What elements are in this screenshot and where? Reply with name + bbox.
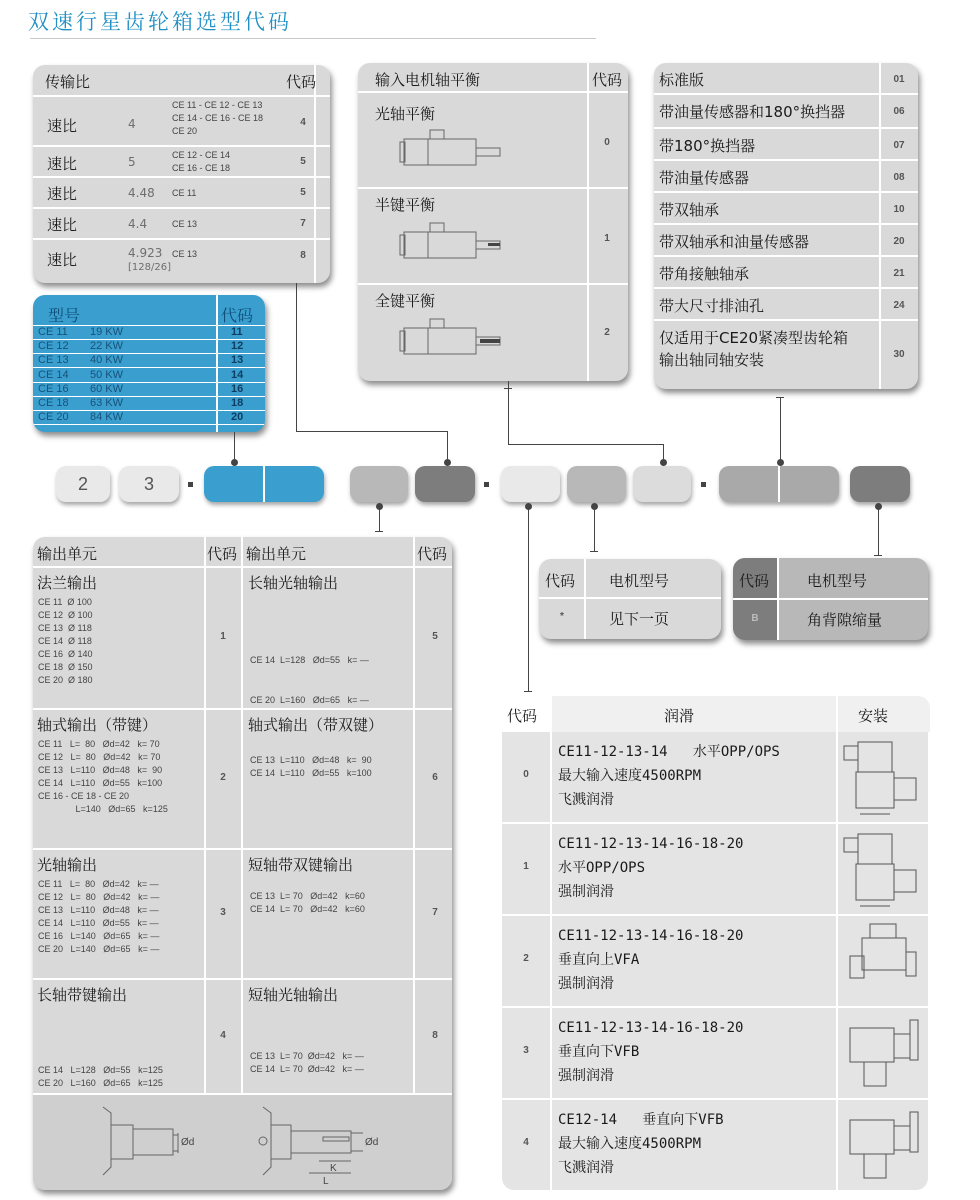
ratio-value: 4.4 bbox=[128, 217, 148, 231]
model-power: 84 KW bbox=[90, 411, 124, 424]
ratio-row bbox=[33, 178, 330, 209]
output-left-code: 1 bbox=[220, 631, 226, 642]
balance-label: 半键平衡 bbox=[375, 196, 436, 214]
connector bbox=[780, 397, 781, 464]
output-drawings bbox=[33, 1095, 452, 1190]
lube-header: 润滑 bbox=[664, 707, 695, 725]
motor-left-type-header: 电机型号 bbox=[609, 572, 670, 590]
ratio-code: 5 bbox=[300, 156, 306, 167]
version-code: 20 bbox=[893, 236, 905, 247]
lube-code: 1 bbox=[523, 861, 529, 872]
output-right-code: 5 bbox=[432, 631, 438, 642]
output-right-code: 6 bbox=[432, 772, 438, 783]
spec-line: CE 20 L=160 Ød=65 k= — bbox=[250, 695, 369, 705]
spec-line: CE 16 L=140 Ød=65 k= — bbox=[38, 931, 160, 941]
connector-pin bbox=[777, 459, 784, 466]
code-box-lube bbox=[501, 466, 560, 502]
ratio-row bbox=[33, 209, 330, 240]
balance-header-row bbox=[358, 63, 628, 93]
lube-row bbox=[502, 1008, 928, 1100]
spec-line: CE 14 L=110 Ød=55 k=100 bbox=[250, 768, 372, 778]
output-right-title: 轴式输出（带双键） bbox=[248, 716, 384, 734]
ratio-label: 速比 bbox=[47, 155, 78, 173]
version-label: 带大尺寸排油孔 bbox=[659, 297, 765, 315]
lube-line: CE11-12-13-14-16-18-20 bbox=[558, 836, 744, 852]
code-box-model bbox=[204, 466, 324, 502]
output-right-code: 7 bbox=[432, 907, 438, 918]
lube-row bbox=[502, 824, 928, 916]
lube-code: 3 bbox=[523, 1045, 529, 1056]
motor-left-header-row bbox=[539, 559, 721, 599]
lube-line: CE11-12-13-14 水平OPP/OPS bbox=[558, 744, 780, 760]
output-header-row bbox=[33, 537, 452, 568]
ratio-label: 速比 bbox=[47, 216, 78, 234]
version-code: 01 bbox=[893, 74, 905, 85]
output-left-title: 轴式输出（带键） bbox=[37, 716, 158, 734]
version-row bbox=[654, 95, 918, 129]
output-left-code: 3 bbox=[220, 907, 226, 918]
ratio-table bbox=[33, 65, 330, 283]
title-divider bbox=[30, 38, 596, 39]
ratio-table-header bbox=[33, 65, 330, 97]
ratio-label: 速比 bbox=[47, 251, 78, 269]
lube-row bbox=[502, 916, 928, 1008]
model-row bbox=[33, 411, 265, 425]
version-table bbox=[654, 63, 918, 389]
version-row bbox=[654, 63, 918, 95]
model-power: 19 KW bbox=[90, 326, 124, 338]
output-right-code: 8 bbox=[432, 1030, 438, 1041]
connector bbox=[508, 444, 664, 445]
spec-line: CE 14 L=128 Ød=55 k=125 bbox=[38, 1065, 163, 1075]
output-left-specs bbox=[38, 596, 93, 687]
ratio-row bbox=[33, 97, 330, 147]
version-row bbox=[654, 257, 918, 289]
connector bbox=[379, 506, 380, 532]
mount-diagram-icon bbox=[840, 830, 924, 910]
balance-code: 2 bbox=[604, 327, 610, 338]
version-label: 带双轴承和油量传感器 bbox=[659, 233, 810, 251]
spec-line: CE 13 L=110 Ød=48 k= 90 bbox=[250, 755, 372, 765]
model-name: CE 12 bbox=[38, 340, 69, 353]
version-label: 标准版 bbox=[659, 71, 705, 89]
model-table bbox=[33, 295, 265, 432]
model-name: CE 20 bbox=[38, 411, 69, 424]
output-right-specs bbox=[250, 890, 365, 916]
mount-diagram-icon bbox=[840, 922, 924, 1002]
version-code: 21 bbox=[893, 268, 905, 279]
spec-line: CE 20 Ø 180 bbox=[38, 675, 93, 685]
output-left-title: 长轴带键输出 bbox=[37, 986, 128, 1004]
version-code: 06 bbox=[893, 106, 905, 117]
version-code: 30 bbox=[893, 349, 905, 360]
ratio-models: CE 11 bbox=[172, 188, 197, 198]
model-power: 50 KW bbox=[90, 368, 124, 381]
ratio-label: 速比 bbox=[47, 185, 78, 203]
mount-diagram-icon bbox=[840, 738, 924, 818]
version-label: 带180°换挡器 bbox=[659, 137, 756, 155]
lube-line: 飞溅润滑 bbox=[558, 1160, 614, 1176]
lube-row bbox=[502, 1100, 928, 1190]
ratio-value: 4.923 bbox=[128, 246, 163, 260]
model-power: 63 KW bbox=[90, 397, 124, 409]
connector bbox=[594, 506, 595, 552]
output-left-code: 2 bbox=[220, 772, 226, 783]
balance-label: 光轴平衡 bbox=[375, 105, 436, 123]
model-code: 16 bbox=[231, 382, 244, 395]
motor-shaft-plain-drawing bbox=[398, 128, 508, 178]
ratio-code: 4 bbox=[300, 117, 306, 128]
lube-body bbox=[502, 732, 928, 1190]
version-row bbox=[654, 289, 918, 321]
code-box-ratio bbox=[350, 466, 408, 502]
version-row bbox=[654, 161, 918, 193]
connector bbox=[296, 431, 448, 432]
code-box-backlash bbox=[850, 466, 910, 502]
connector-tick bbox=[524, 691, 532, 692]
model-code: 20 bbox=[231, 411, 244, 424]
lube-code: 0 bbox=[523, 769, 529, 780]
connector-tick bbox=[504, 388, 512, 389]
page-title: 双速行星齿轮箱选型代码 bbox=[28, 10, 292, 34]
ratio-code-header: 代码 bbox=[286, 73, 317, 91]
od-label: Ød bbox=[365, 1137, 379, 1148]
output-left-specs bbox=[38, 1064, 163, 1090]
connector-pin bbox=[231, 459, 238, 466]
mount-diagram-icon bbox=[840, 1014, 924, 1094]
balance-row bbox=[358, 285, 628, 381]
version-label: 仅适用于CE20紧凑型齿轮箱 输出轴同轴安装 bbox=[659, 329, 849, 369]
output-code-left: 代码 bbox=[207, 545, 238, 563]
model-name: CE 14 bbox=[38, 368, 69, 381]
model-name: CE 18 bbox=[38, 397, 69, 409]
ratio-code: 7 bbox=[300, 218, 306, 229]
output-right-title: 长轴光轴输出 bbox=[248, 574, 339, 592]
spec-line: CE 14 L=110 Ød=55 k=100 bbox=[38, 778, 163, 788]
model-code: 13 bbox=[231, 354, 244, 367]
model-code-header: 代码 bbox=[221, 306, 254, 325]
version-label: 带油量传感器 bbox=[659, 169, 750, 187]
balance-header: 输入电机轴平衡 bbox=[375, 71, 481, 89]
lube-text bbox=[558, 740, 780, 812]
ratio-code: 5 bbox=[300, 187, 306, 198]
model-row bbox=[33, 354, 265, 368]
ratio-models: CE 12 - CE 14 CE 16 - CE 18 bbox=[172, 150, 231, 173]
version-row bbox=[654, 225, 918, 257]
ratio-models: CE 13 bbox=[172, 249, 198, 259]
connector bbox=[528, 506, 529, 692]
version-code: 24 bbox=[893, 300, 905, 311]
lube-text bbox=[558, 1016, 743, 1088]
spec-line: CE 20 L=140 Ød=65 k= — bbox=[38, 944, 160, 954]
spec-line: CE 13 L= 70 Ød=42 k=60 bbox=[250, 891, 365, 901]
l-label: L bbox=[323, 1176, 329, 1187]
code-box-motor bbox=[567, 466, 626, 502]
version-label: 带双轴承 bbox=[659, 201, 720, 219]
motor-left-code-header: 代码 bbox=[545, 572, 576, 590]
motor-right-type-header: 电机型号 bbox=[807, 572, 868, 590]
output-header-right: 输出单元 bbox=[246, 545, 307, 563]
spec-line: L=140 Ød=65 k=125 bbox=[38, 804, 168, 814]
ratio-value: 4.48 bbox=[128, 186, 155, 200]
spec-line: CE 13 L=110 Ød=48 k= 90 bbox=[38, 765, 163, 775]
output-code-right: 代码 bbox=[417, 545, 448, 563]
spec-line: CE 14 L= 70 Ød=42 k=60 bbox=[250, 904, 365, 914]
spec-line: CE 18 Ø 150 bbox=[38, 662, 93, 672]
connector-pin bbox=[660, 459, 667, 466]
spec-line: CE 13 Ø 118 bbox=[38, 623, 92, 633]
spec-line: CE 11 L= 80 Ød=42 k= — bbox=[38, 879, 159, 889]
model-row bbox=[33, 340, 265, 354]
output-section bbox=[33, 568, 452, 710]
output-left-title: 光轴输出 bbox=[37, 856, 98, 874]
lube-line: 水平OPP/OPS bbox=[558, 860, 646, 876]
spec-line: CE 14 L=128 Ød=55 k= — bbox=[250, 655, 369, 665]
spec-line: CE 13 L=110 Ød=48 k= — bbox=[38, 905, 159, 915]
version-code: 07 bbox=[893, 140, 905, 151]
k-label: K bbox=[330, 1163, 337, 1174]
motor-right-code-header: 代码 bbox=[739, 572, 770, 590]
lube-table bbox=[502, 696, 928, 1190]
version-label: 带油量传感器和180°换挡器 bbox=[659, 103, 846, 121]
output-section bbox=[33, 710, 452, 850]
motor-left-code: * bbox=[560, 611, 564, 622]
output-left-title: 法兰输出 bbox=[37, 574, 98, 592]
output-right-specs bbox=[250, 754, 372, 780]
model-name: CE 16 bbox=[38, 382, 69, 395]
lube-text bbox=[558, 1108, 724, 1180]
output-shaft-drawing bbox=[33, 1095, 452, 1190]
lube-line: CE11-12-13-14-16-18-20 bbox=[558, 928, 744, 944]
connector-tick bbox=[874, 555, 882, 556]
lube-line: 垂直向上VFA bbox=[558, 952, 640, 968]
model-power: 60 KW bbox=[90, 382, 124, 395]
model-code: 18 bbox=[231, 397, 244, 409]
model-name: CE 13 bbox=[38, 354, 69, 367]
ratio-value: 4 bbox=[128, 117, 136, 131]
lube-text bbox=[558, 924, 743, 996]
model-code: 11 bbox=[231, 326, 243, 338]
balance-table bbox=[358, 63, 628, 381]
output-right-specs bbox=[250, 654, 369, 667]
model-row bbox=[33, 397, 265, 411]
balance-code: 1 bbox=[604, 233, 610, 244]
output-left-code: 4 bbox=[220, 1030, 226, 1041]
motor-table-left bbox=[539, 559, 721, 639]
version-code: 08 bbox=[893, 172, 905, 183]
version-row bbox=[654, 321, 918, 389]
output-table bbox=[33, 537, 452, 1190]
output-left-specs bbox=[38, 738, 168, 816]
mount-header: 安装 bbox=[858, 707, 889, 725]
balance-label: 全键平衡 bbox=[375, 292, 436, 310]
ratio-models: CE 11 - CE 12 - CE 13 CE 14 - CE 16 - CE 18 CE 20 bbox=[172, 100, 264, 136]
output-right-title: 短轴光轴输出 bbox=[248, 986, 339, 1004]
output-right-title: 短轴带双键输出 bbox=[248, 856, 354, 874]
output-left-specs bbox=[38, 878, 159, 956]
spec-line: CE 13 L= 70 Ød=42 k= — bbox=[250, 1051, 364, 1061]
spec-line: CE 14 Ø 118 bbox=[38, 636, 92, 646]
lube-code: 2 bbox=[523, 953, 529, 964]
connector-tick bbox=[776, 397, 784, 398]
model-power: 22 KW bbox=[90, 340, 124, 353]
spec-line: CE 12 L= 80 Ød=42 k= 70 bbox=[38, 752, 161, 762]
lube-line: 强制润滑 bbox=[558, 884, 614, 900]
od-label: Ød bbox=[181, 1137, 195, 1148]
motor-left-type: 见下一页 bbox=[609, 610, 670, 628]
code-separator bbox=[484, 482, 489, 487]
model-row bbox=[33, 326, 265, 340]
code-separator bbox=[701, 482, 706, 487]
ratio-label: 速比 bbox=[47, 117, 78, 135]
version-row bbox=[654, 193, 918, 225]
connector bbox=[878, 506, 879, 556]
ratio-value: 5 bbox=[128, 155, 136, 169]
spec-line: CE 16 Ø 140 bbox=[38, 649, 93, 659]
motor-right-code: B bbox=[751, 613, 759, 624]
connector-tick bbox=[590, 551, 598, 552]
model-name: CE 11 bbox=[38, 326, 68, 338]
lube-line: 强制润滑 bbox=[558, 976, 614, 992]
ratio-note: [128/26] bbox=[128, 262, 171, 273]
motor-table-right bbox=[733, 558, 928, 640]
output-right-specs-bottom bbox=[250, 694, 369, 707]
model-header: 型号 bbox=[48, 306, 81, 325]
lube-code-header: 代码 bbox=[507, 707, 538, 725]
lube-text bbox=[558, 832, 743, 904]
motor-shaft-halfkey-drawing bbox=[398, 221, 508, 271]
balance-code-header: 代码 bbox=[592, 71, 623, 89]
lube-code: 4 bbox=[523, 1137, 529, 1148]
motor-left-row bbox=[539, 599, 721, 639]
spec-line: CE 12 L= 80 Ød=42 k= — bbox=[38, 892, 160, 902]
code-separator bbox=[188, 482, 193, 487]
output-header-left: 输出单元 bbox=[37, 545, 98, 563]
lube-line: 最大输入速度4500RPM bbox=[558, 768, 702, 784]
motor-shaft-fullkey-drawing bbox=[398, 317, 508, 367]
spec-line: CE 14 L= 70 Ød=42 k= — bbox=[250, 1064, 364, 1074]
spec-line: CE 12 Ø 100 bbox=[38, 610, 93, 620]
version-label: 带角接触轴承 bbox=[659, 265, 750, 283]
model-power: 40 KW bbox=[90, 354, 124, 367]
balance-code: 0 bbox=[604, 137, 610, 148]
connector-pin bbox=[444, 459, 451, 466]
model-code: 12 bbox=[231, 340, 244, 353]
model-row bbox=[33, 383, 265, 397]
output-section bbox=[33, 980, 452, 1095]
connector bbox=[296, 283, 297, 431]
code-box-1: 2 bbox=[56, 466, 110, 502]
connector-tick bbox=[375, 531, 383, 532]
lube-line: 垂直向下VFB bbox=[558, 1044, 640, 1060]
model-row bbox=[33, 369, 265, 383]
ratio-models: CE 13 bbox=[172, 219, 198, 229]
connector bbox=[508, 381, 509, 444]
balance-row bbox=[358, 189, 628, 285]
lube-line: 飞溅润滑 bbox=[558, 792, 614, 808]
spec-line: CE 14 L=110 Ød=55 k= — bbox=[38, 918, 159, 928]
ratio-row bbox=[33, 240, 330, 283]
code-box-2: 3 bbox=[119, 466, 179, 502]
spec-line: CE 11 Ø 100 bbox=[38, 597, 92, 607]
lube-line: 强制润滑 bbox=[558, 1068, 614, 1084]
lube-line: CE11-12-13-14-16-18-20 bbox=[558, 1020, 744, 1036]
ratio-header: 传输比 bbox=[45, 73, 91, 91]
mount-diagram-icon bbox=[840, 1106, 924, 1186]
spec-line: CE 20 L=160 Ød=65 k=125 bbox=[38, 1078, 163, 1088]
balance-row bbox=[358, 93, 628, 189]
output-right-specs bbox=[250, 1050, 364, 1076]
motor-right-type: 角背隙缩量 bbox=[807, 611, 883, 629]
spec-line: CE 11 L= 80 Ød=42 k= 70 bbox=[38, 739, 160, 749]
lube-row bbox=[502, 732, 928, 824]
code-box-output bbox=[415, 466, 475, 502]
version-code: 10 bbox=[893, 204, 905, 215]
code-box-version bbox=[719, 466, 839, 502]
model-code: 14 bbox=[231, 368, 244, 381]
lube-line: CE12-14 垂直向下VFB bbox=[558, 1112, 724, 1128]
code-box-balance bbox=[633, 466, 691, 502]
output-section bbox=[33, 850, 452, 980]
ratio-row bbox=[33, 147, 330, 178]
version-row bbox=[654, 129, 918, 161]
spec-line: CE 16 - CE 18 - CE 20 bbox=[38, 791, 130, 801]
ratio-code: 8 bbox=[300, 250, 306, 261]
lube-line: 最大输入速度4500RPM bbox=[558, 1136, 702, 1152]
